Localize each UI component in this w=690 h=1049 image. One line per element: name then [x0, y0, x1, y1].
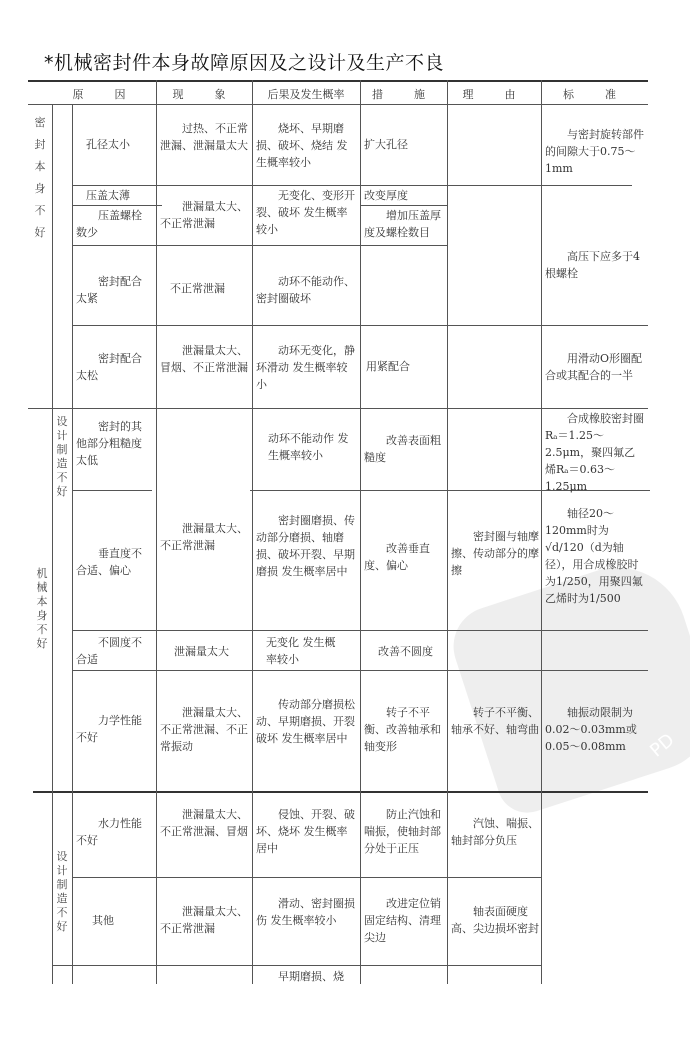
- cell-phenomenon: 泄漏量太大、不正常泄漏: [160, 522, 248, 552]
- header-phenomenon: 现 象: [172, 88, 236, 101]
- group-label-machine: 机械本身不好: [36, 567, 48, 650]
- header-reason: 理 由: [462, 88, 526, 101]
- cell-measure: 扩大孔径: [364, 138, 408, 151]
- cell-consequence: 动环不能动作、密封圈破坏: [256, 275, 355, 305]
- group-label-seal: 密封本身不好: [34, 116, 46, 239]
- cell-cause: 压盖螺栓数少: [76, 209, 142, 239]
- row-divider: [360, 205, 448, 206]
- cell-cause: 不圆度不合适: [76, 636, 142, 666]
- cell-consequence: 传动部分磨损松动、早期磨损、开裂破坏 发生概率居中: [256, 698, 355, 745]
- cell-reason: 轴表面硬度高、尖边损坏密封: [451, 905, 539, 935]
- cell-consequence: 侵蚀、开裂、破坏、烧坏 发生概率居中: [256, 808, 355, 855]
- cell-phenomenon: 泄漏量太大、不正常泄漏、不正常振动: [160, 706, 248, 753]
- cell-measure: 增加压盖厚度及螺栓数目: [364, 209, 441, 239]
- cell-cause: 压盖太薄: [86, 189, 130, 202]
- cell-cause: 孔径太小: [86, 138, 130, 151]
- row-divider: [72, 245, 448, 246]
- cell-standard: 用滑动O形圈配合或其配合的一半: [545, 352, 643, 382]
- cell-consequence: 密封圈磨损、传动部分磨损、轴磨损、破坏开裂、早期磨损 发生概率居中: [256, 514, 355, 578]
- cell-consequence: 滑动、密封圈损伤 发生概率较小: [256, 897, 355, 927]
- cell-consequence: 早期磨损、烧: [278, 970, 344, 983]
- cell-consequence: 无变化 发生概率较小: [266, 636, 336, 666]
- cell-cause: 密封配合太紧: [76, 275, 142, 305]
- header-cause: 原 因: [72, 88, 136, 101]
- cell-phenomenon: 泄漏量太大、冒烟、不正常泄漏: [160, 344, 248, 374]
- header-consequence: 后果及发生概率: [267, 88, 345, 101]
- header-standard: 标 准: [563, 88, 626, 101]
- cell-phenomenon: 泄漏量太大、不正常泄漏、冒烟: [160, 808, 248, 838]
- table-top-border: [28, 80, 648, 82]
- cell-cause: 密封的其他部分粗糙度太低: [76, 420, 142, 467]
- cell-consequence: 动环不能动作 发生概率较小: [268, 432, 349, 462]
- cell-cause: 垂直度不合适、偏心: [76, 547, 142, 577]
- header-measure: 措 施: [372, 88, 435, 101]
- cell-reason: 转子不平衡、轴承不好、轴弯曲: [451, 706, 539, 736]
- cell-consequence: 无变化、变形开裂、破坏 发生概率较小: [256, 189, 355, 236]
- cell-standard: 高压下应多于4根螺栓: [545, 250, 640, 280]
- header-bottom-border: [28, 104, 648, 105]
- col-divider: [252, 80, 253, 984]
- cell-phenomenon: 泄漏量太大: [174, 645, 229, 658]
- cell-measure: 改进定位销固定结构、清理尖边: [364, 897, 441, 944]
- col-divider: [52, 104, 53, 984]
- cell-reason: 密封圈与轴摩擦、传动部分的摩擦: [451, 530, 539, 577]
- col-divider: [447, 80, 448, 984]
- cell-reason: 汽蚀、喘振、轴封部分负压: [451, 817, 539, 847]
- cell-measure: 防止汽蚀和喘振，使轴封部分处于正压: [364, 808, 441, 855]
- cell-consequence: 动环无变化，静环滑动 发生概率较小: [256, 344, 355, 391]
- cell-measure: 改善表面粗糙度: [364, 434, 441, 464]
- subgroup-label-design-2: 设计制造不好: [56, 850, 68, 933]
- col-divider: [156, 80, 157, 984]
- cell-measure: 转子不平衡、改善轴承和轴变形: [364, 706, 441, 753]
- col-divider: [360, 80, 361, 984]
- cell-measure: 改变厚度: [364, 189, 408, 202]
- cell-measure: 改善垂直度、偏心: [364, 542, 430, 572]
- cell-phenomenon: 不正常泄漏: [170, 282, 225, 295]
- cell-measure: 改善不圆度: [378, 645, 433, 658]
- col-divider: [541, 80, 542, 984]
- cell-standard: 轴径20～120mm时为√d/120（d为轴径），用合成橡胶时为1/250，用聚四氟乙烯时为1/500: [545, 507, 643, 605]
- watermark-text: PD: [646, 729, 679, 762]
- row-divider: [72, 490, 152, 491]
- section-divider: [33, 791, 648, 793]
- cell-measure: 用紧配合: [366, 360, 410, 373]
- row-divider: [72, 205, 162, 206]
- cell-standard: 轴振动限制为0.02～0.03mm或0.05～0.08mm: [545, 706, 637, 753]
- row-divider: [52, 965, 542, 966]
- cell-cause: 水力性能不好: [76, 817, 142, 847]
- cell-phenomenon: 泄漏量太大、不正常泄漏: [160, 905, 248, 935]
- cell-phenomenon: 过热、不正常泄漏、泄漏量太大: [160, 122, 248, 152]
- row-divider: [72, 877, 542, 878]
- cell-standard: 合成橡胶密封圈Rₐ＝1.25～2.5μm，聚四氟乙烯Rₐ＝0.63～1.25μm: [545, 412, 644, 493]
- cell-cause: 密封配合太松: [76, 352, 142, 382]
- cell-cause: 其他: [92, 914, 114, 927]
- row-divider: [28, 408, 648, 409]
- page-title: *机械密封件本身故障原因及之设计及生产不良: [44, 52, 445, 74]
- col-divider: [72, 104, 73, 984]
- subgroup-label-design-1: 设计制造不好: [56, 415, 68, 498]
- cell-phenomenon: 泄漏量太大、不正常泄漏: [160, 200, 248, 230]
- cell-consequence: 烧坏、早期磨损、破坏、烧结 发生概率较小: [256, 122, 348, 169]
- cell-standard: 与密封旋转部件的间隙大于0.75～1mm: [545, 128, 644, 175]
- cell-cause: 力学性能不好: [76, 714, 142, 744]
